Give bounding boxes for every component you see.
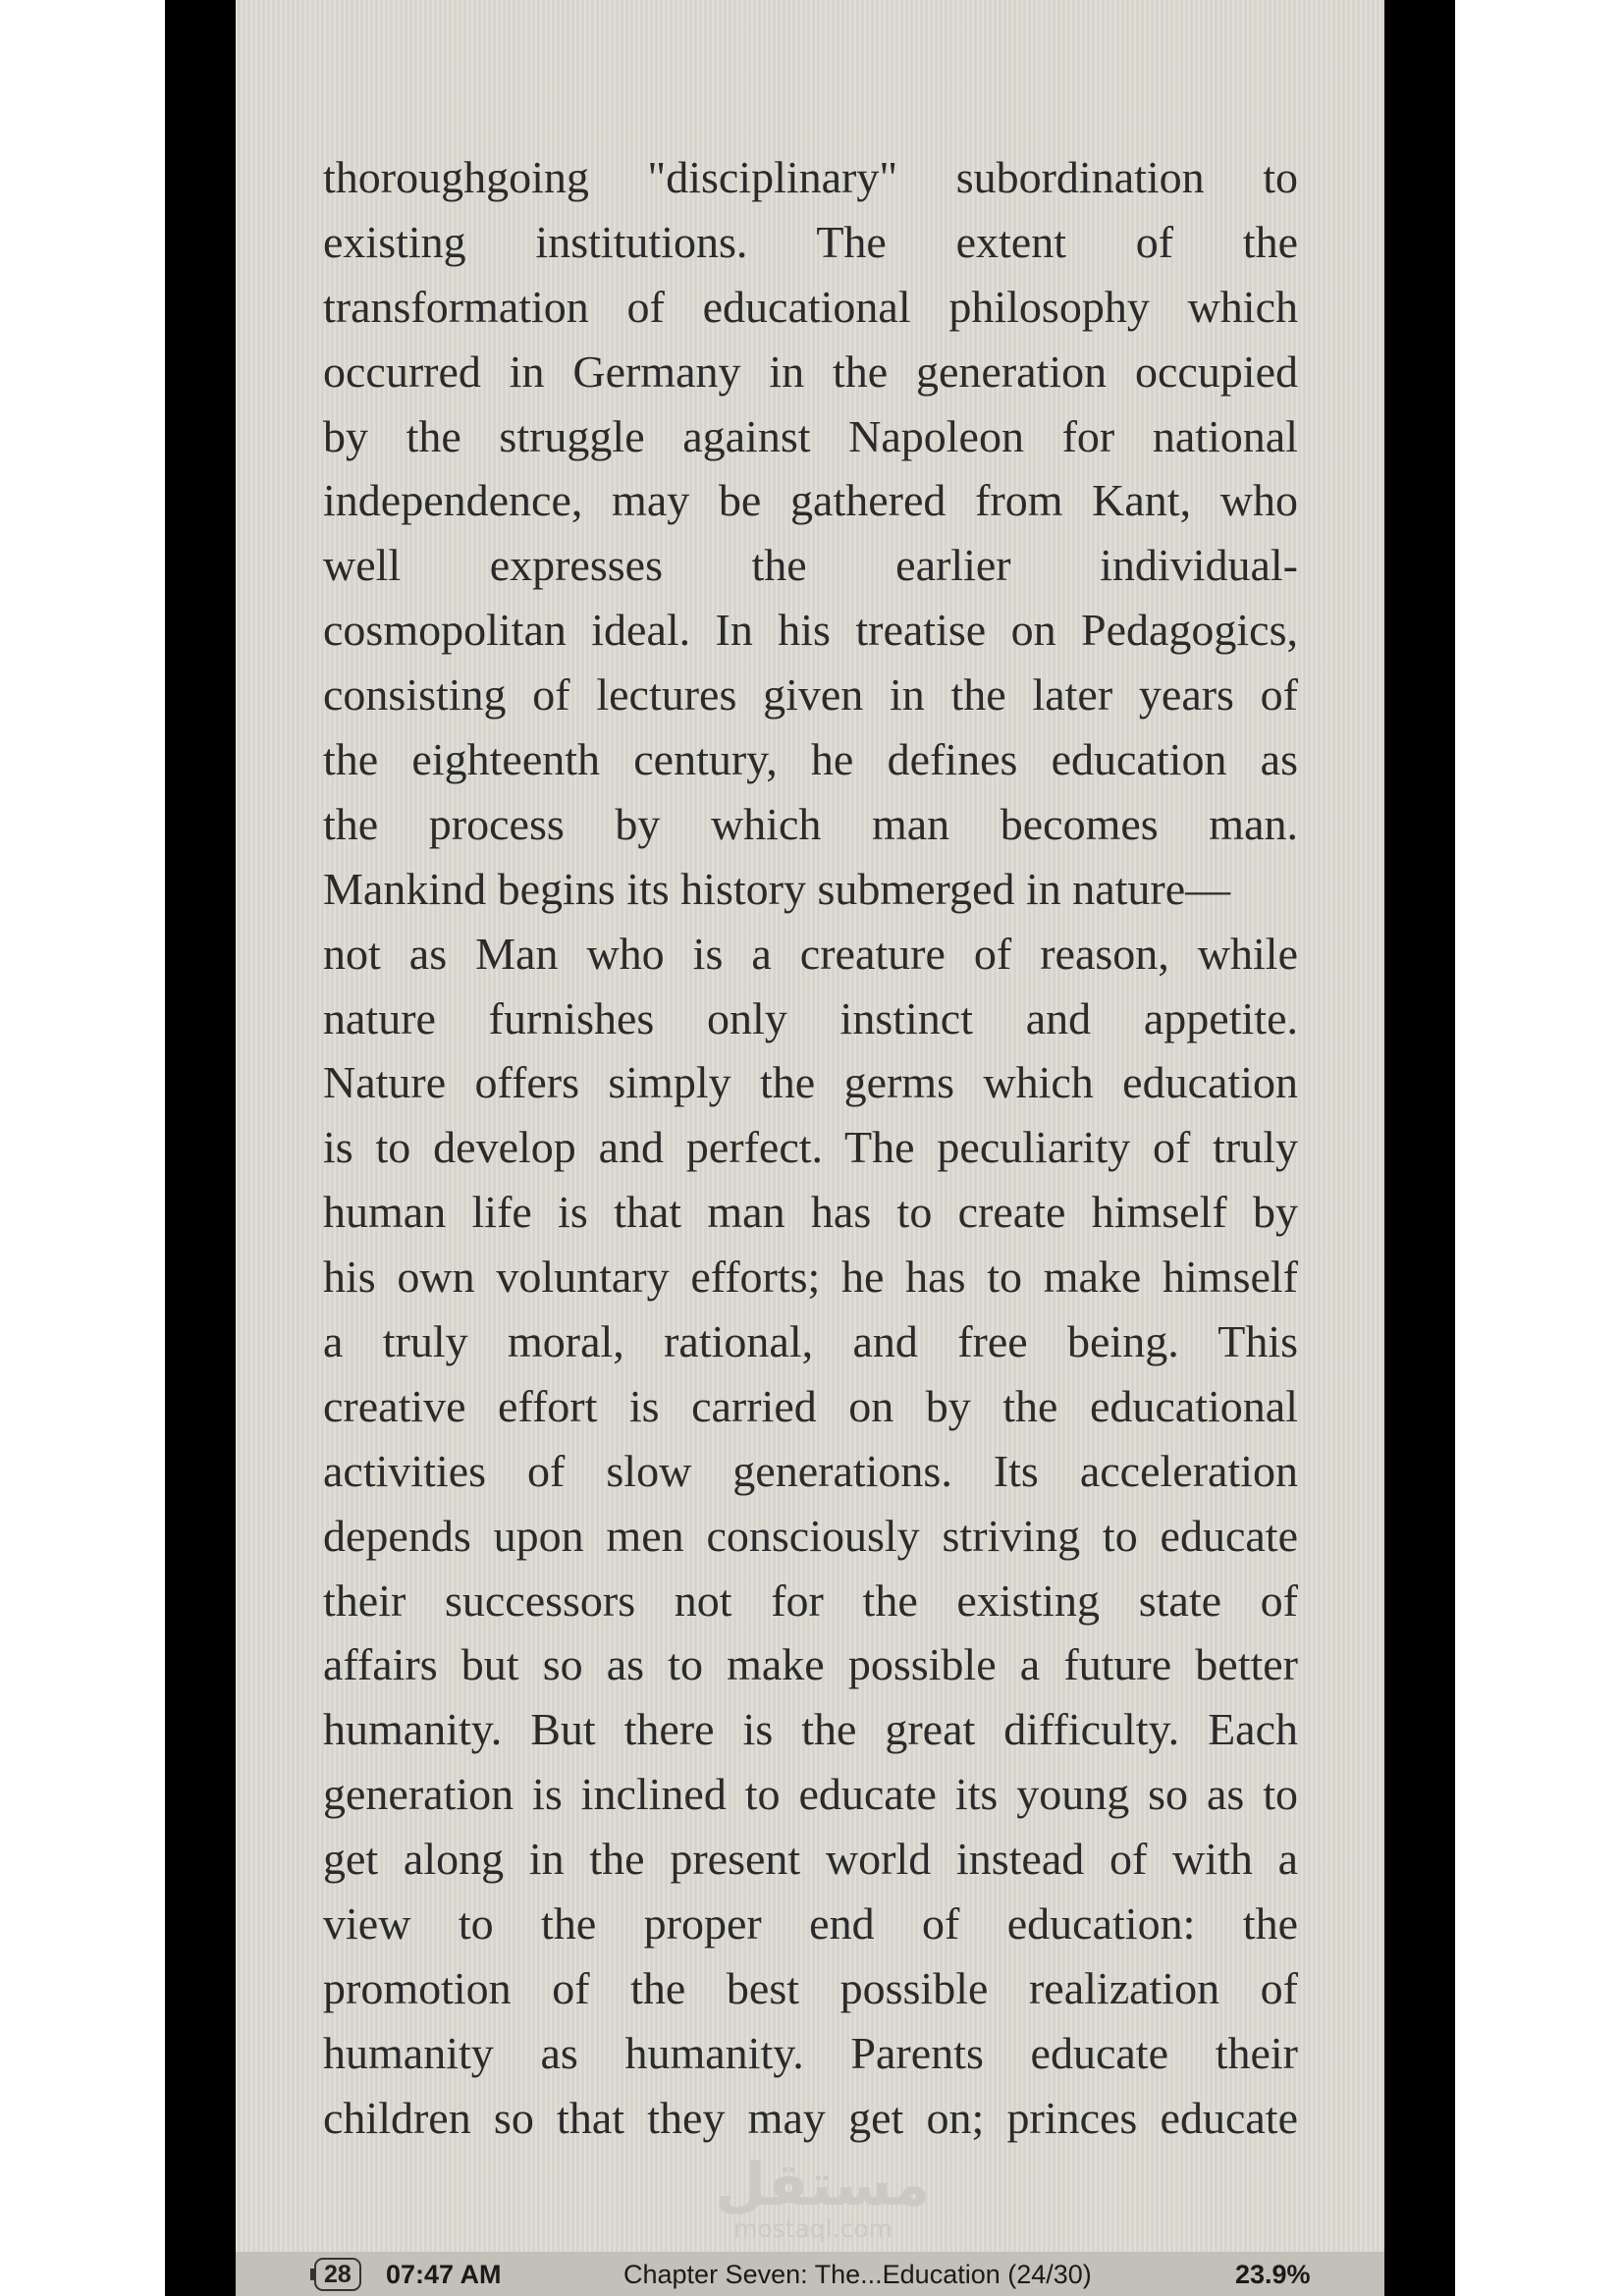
battery-level: 28 (324, 2261, 352, 2288)
clock: 07:47 AM (386, 2260, 502, 2289)
text-line: the eighteenth century, he defines education as (323, 734, 1298, 785)
text-line: children so that they may get on; princes educate (323, 2092, 1298, 2143)
battery-icon (314, 2258, 361, 2291)
reader-page[interactable] (236, 0, 1384, 2296)
chapter-progress[interactable]: Chapter Seven: The...Education (24/30) (623, 2260, 1092, 2289)
text-line: creative effort is carried on by the educational (323, 1380, 1298, 1431)
text-line: independence, may be gathered from Kant, who (323, 475, 1298, 526)
text-line: existing institutions. The extent of the (323, 216, 1298, 267)
text-line: activities of slow generations. Its acceleration (323, 1445, 1298, 1496)
text-line: well expresses the earlier individual- (323, 540, 1298, 591)
watermark-url: mostaql.com (733, 2215, 893, 2243)
text-line: humanity. But there is the great difficulty. Each (323, 1704, 1298, 1755)
text-line: consisting of lectures given in the later years of (323, 669, 1298, 721)
book-text (323, 145, 1298, 2151)
text-line: his own voluntary efforts; he has to make himself (323, 1252, 1298, 1303)
text-line: cosmopolitan ideal. In his treatise on Pedagogics, (323, 605, 1298, 656)
text-line: get along in the present world instead of with a (323, 1834, 1298, 1885)
text-line: is to develop and perfect. The peculiarity of truly (323, 1122, 1298, 1173)
text-line: the process by which man becomes man. (323, 798, 1298, 849)
text-line: humanity as humanity. Parents educate their (323, 2027, 1298, 2078)
text-line: view to the proper end of education: the (323, 1898, 1298, 1949)
text-line: Mankind begins its history submerged in nature— (323, 863, 1231, 914)
text-line: nature furnishes only instinct and appetite. (323, 992, 1298, 1043)
watermark-logo: مستقل (715, 2151, 931, 2219)
text-line: affairs but so as to make possible a future better (323, 1639, 1298, 1690)
text-line: transformation of educational philosophy which (323, 281, 1298, 332)
text-line: by the struggle against Napoleon for national (323, 410, 1298, 461)
text-line: Nature offers simply the germs which education (323, 1057, 1298, 1108)
text-line: thoroughgoing "disciplinary" subordination to (323, 152, 1298, 202)
text-line: human life is that man has to create himself by (323, 1187, 1298, 1238)
mostaql-watermark (715, 2151, 931, 2243)
book-progress-percent: 23.9% (1235, 2260, 1311, 2289)
text-line: depends upon men consciously striving to educate (323, 1510, 1298, 1561)
status-bar (236, 2252, 1384, 2296)
text-line: their successors not for the existing state of (323, 1575, 1298, 1626)
text-line: not as Man who is a creature of reason, while (323, 928, 1298, 979)
text-line: occurred in Germany in the generation occupied (323, 346, 1298, 397)
text-line: generation is inclined to educate its young so as to (323, 1769, 1298, 1820)
text-line: promotion of the best possible realization of (323, 1962, 1298, 2013)
text-line: a truly moral, rational, and free being. This (323, 1316, 1298, 1367)
